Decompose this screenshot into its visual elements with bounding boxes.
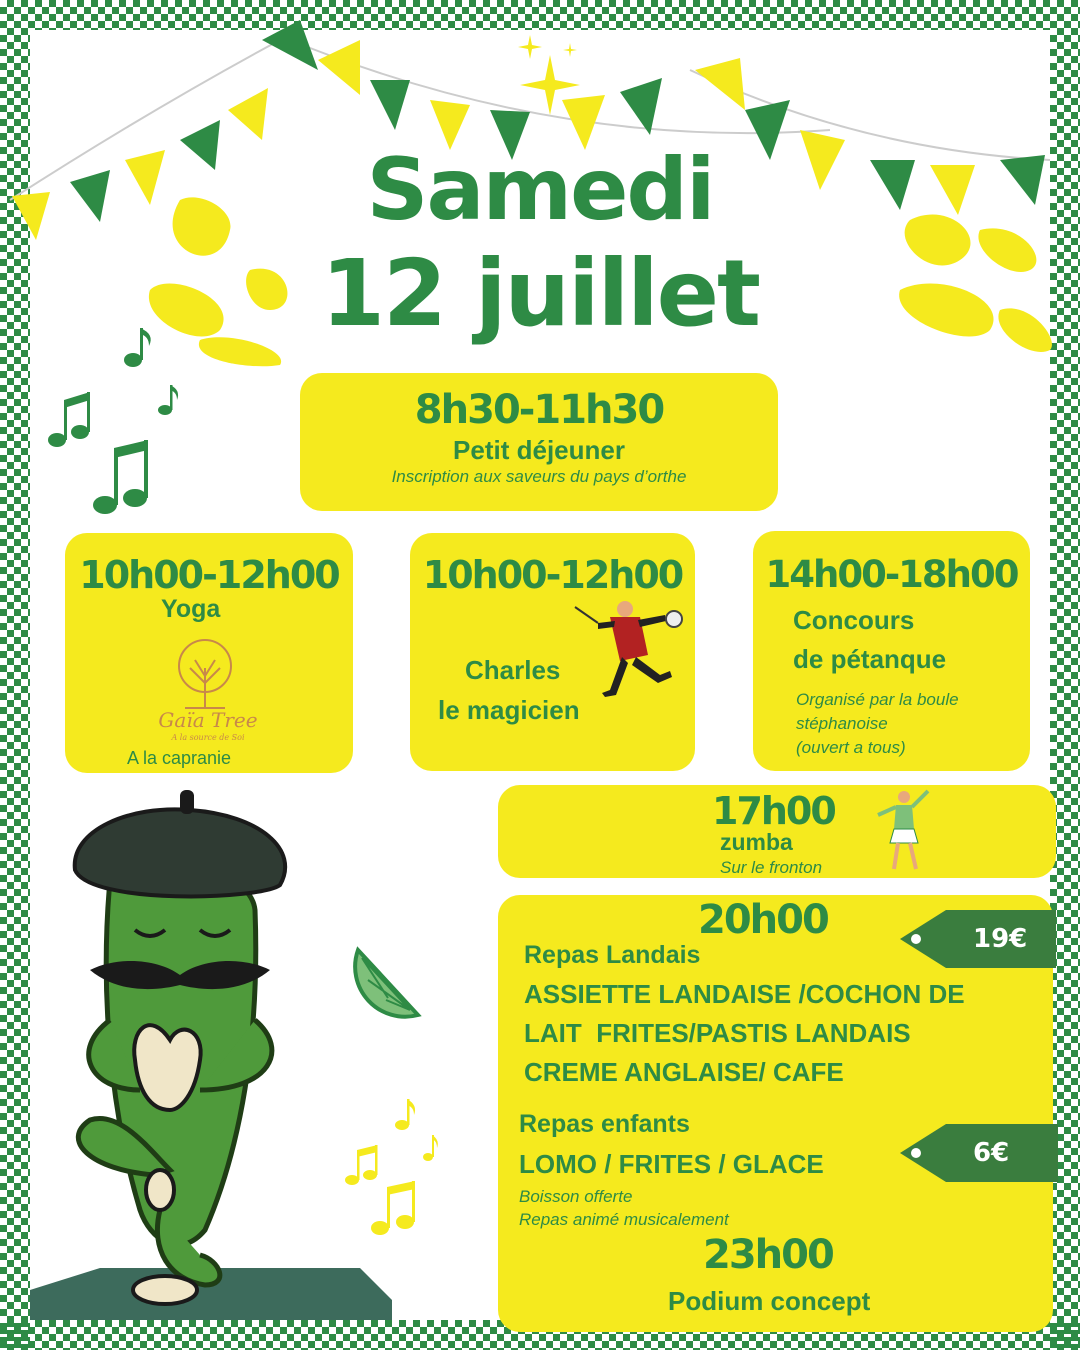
breakfast-label: Petit déjeuner [453,435,625,465]
petanque-time: 14h00-18h00 [765,553,1018,596]
zumba-label: zumba [720,829,793,855]
petanque-label-line1: Concours [793,605,915,635]
yoga-time: 10h00-12h00 [79,553,339,597]
sparkle-icon [505,35,585,115]
kids-label: Repas enfants [519,1110,690,1138]
kids-note-line2: Repas animé musicalement [519,1210,729,1229]
title-date: 12 juillet [320,240,760,347]
breakfast-note: Inscription aux saveurs du pays d’orthe [391,467,687,486]
yoga-place: A la capranie [127,748,232,768]
petanque-note-line1: Organisé par la boule [796,690,959,709]
petanque-note-line3: (ouvert a tous) [796,738,906,757]
kids-note-line1: Boisson offerte [519,1187,633,1206]
breakfast-time: 8h30-11h30 [414,387,664,433]
podium-time: 23h00 [703,1232,833,1278]
dinner-menu-line1: ASSIETTE LANDAISE /COCHON DE [524,979,965,1009]
dinner-menu-line3: CREME ANGLAISE/ CAFE [524,1057,844,1087]
yoga-label: Yoga [161,595,221,623]
tree-logo-icon [160,638,250,713]
dancer-figure-icon [870,785,940,877]
dinner-time: 20h00 [698,897,828,943]
kids-menu: LOMO / FRITES / GLACE [519,1149,824,1179]
petanque-label-line2: de pétanque [793,644,947,674]
magician-label-line1: Charles [465,655,561,685]
magician-time: 10h00-12h00 [422,553,683,597]
title-day: Samedi [366,140,714,240]
magician-card [410,533,695,771]
petanque-card [753,531,1030,771]
podium-label: Podium concept [668,1286,871,1316]
magician-label-line2: le magicien [438,695,580,725]
zumba-note: Sur le fronton [720,858,823,877]
dinner-menu-line2: LAIT FRITES/PASTIS LANDAIS [524,1018,911,1048]
gaia-tree-logo-subtitle: A la source de Soi [171,733,245,742]
music-notes-icon [45,320,195,520]
gaia-tree-logo-text: Gaïa Tree [158,708,258,732]
zumba-time: 17h00 [712,789,835,833]
price-19-text: 19€ [973,924,1028,954]
zumba-card [498,785,1056,878]
dinner-label: Repas Landais [524,941,701,969]
yellow-splash-right [880,200,1060,360]
price-6-text: 6€ [973,1138,1010,1168]
chili-pepper-mascot-illustration [30,790,410,1320]
petanque-note-line2: stéphanoise [796,714,888,733]
breakfast-card [300,373,778,511]
magician-figure-icon [570,595,690,705]
yoga-card [65,533,353,773]
